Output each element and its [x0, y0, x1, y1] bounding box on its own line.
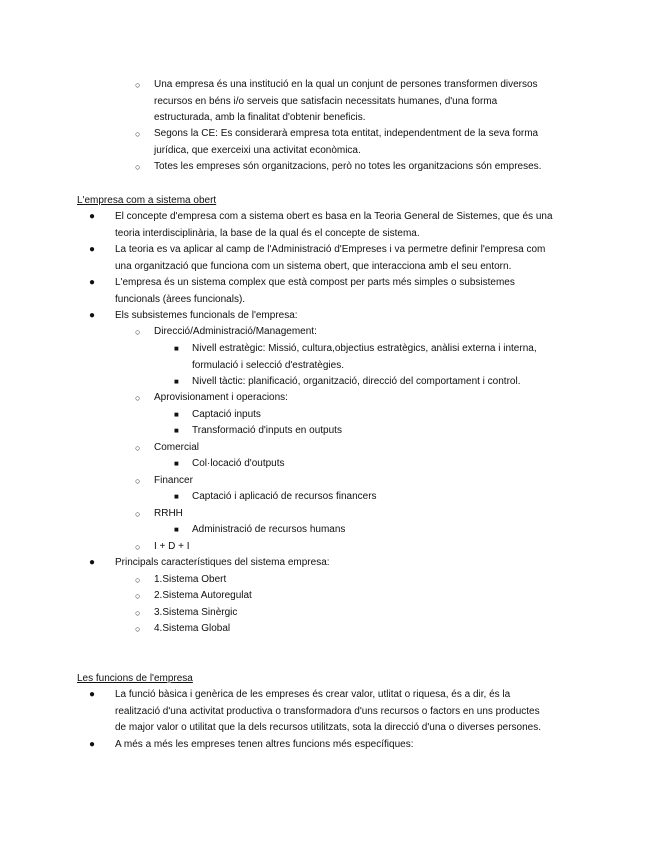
list-item-line: A més a més les empreses tenen altres funcions més específiques: — [115, 739, 414, 750]
list-item — [135, 539, 190, 556]
list-item-line: 1.Sistema Obert — [154, 574, 227, 585]
square-bullet-icon: ■ — [174, 377, 179, 386]
list-item-line: recursos en béns i/o serveis que satisfacin necessitats humanes, d'una forma — [154, 95, 498, 107]
circle-bullet-icon: ○ — [135, 575, 141, 585]
list-item-line: de major valor o utilitat que la dels recursos utilitzats, sota la direcció d'una o diverses persones. — [115, 722, 542, 733]
list-item-line: Administració de recursos humans — [192, 524, 346, 535]
list-item-line: Nivell estratègic: Missió, cultura,objectius estratègics, anàlisi externa i interna, — [192, 343, 537, 354]
list-item-line: RRHH — [154, 508, 183, 519]
list-item — [174, 522, 346, 539]
bullet-icon: ● — [89, 211, 96, 222]
section-heading: L'empresa com a sistema obert — [77, 195, 217, 206]
circle-bullet-icon: ○ — [135, 624, 141, 634]
list-item — [174, 341, 537, 374]
list-item-line: Financer — [154, 475, 193, 486]
list-item-line: realització d'una activitat productiva o transformadora d'uns recursos o factors en uns productes — [115, 705, 540, 717]
circle-bullet-icon: ○ — [135, 393, 141, 403]
list-item — [89, 209, 553, 242]
circle-bullet-icon: ○ — [135, 591, 141, 601]
list-item — [174, 456, 285, 473]
list-item-line: Una empresa és una institució en la qual un conjunt de persones transformen diversos — [154, 79, 538, 90]
list-item-line: Segons la CE: Es considerarà empresa tota entitat, independentment de la seva forma — [154, 128, 539, 139]
bullet-icon: ● — [89, 557, 96, 568]
circle-bullet-icon: ○ — [135, 608, 141, 618]
list-item — [135, 588, 252, 605]
bullet-icon: ● — [89, 244, 96, 255]
list-item — [135, 506, 183, 523]
circle-bullet-icon: ○ — [135, 443, 141, 453]
list-item-line: jurídica, que exerceixi una activitat econòmica. — [154, 144, 361, 156]
list-item — [174, 407, 261, 424]
list-item — [89, 242, 546, 275]
circle-bullet-icon: ○ — [135, 162, 141, 172]
circle-bullet-icon: ○ — [135, 509, 141, 519]
list-item — [135, 605, 238, 622]
list-item — [135, 324, 317, 341]
list-item-line: Captació inputs — [192, 409, 261, 420]
list-item — [135, 572, 227, 589]
list-item-line: Aprovisionament i operacions: — [154, 392, 288, 403]
list-item — [135, 473, 193, 490]
bullet-icon: ● — [89, 689, 96, 700]
list-item — [174, 374, 521, 391]
list-item — [135, 621, 231, 638]
list-item-line: Nivell tàctic: planificació, organització, direcció del comportament i control. — [192, 376, 521, 387]
list-item — [135, 440, 200, 457]
circle-bullet-icon: ○ — [135, 476, 141, 486]
list-item — [135, 159, 542, 176]
list-item-line: Captació i aplicació de recursos financers — [192, 491, 377, 502]
list-item-line: 2.Sistema Autoregulat — [154, 590, 252, 601]
square-bullet-icon: ■ — [174, 410, 179, 419]
square-bullet-icon: ■ — [174, 426, 179, 435]
bullet-icon: ● — [89, 277, 96, 288]
square-bullet-icon: ■ — [174, 492, 179, 501]
list-item-line: 4.Sistema Global — [154, 623, 231, 634]
list-item-line: estructurada, amb la finalitat d'obtenir beneficis. — [154, 112, 366, 123]
list-item — [174, 489, 377, 506]
square-bullet-icon: ■ — [174, 459, 179, 468]
list-item-line: La teoria es va aplicar al camp de l'Administració d'Empreses i va permetre definir l'empresa com — [115, 244, 546, 255]
list-item — [174, 423, 342, 440]
circle-bullet-icon: ○ — [135, 542, 141, 552]
list-item-line: Col·locació d'outputs — [192, 458, 285, 469]
list-item — [89, 308, 298, 325]
list-item-line: Els subsistemes funcionals de l'empresa: — [115, 310, 298, 321]
list-item-line: El concepte d'empresa com a sistema obert es basa en la Teoria General de Sistemes, que és una — [115, 211, 553, 222]
list-item — [135, 126, 539, 159]
list-item — [89, 555, 330, 572]
list-item-line: 3.Sistema Sinèrgic — [154, 607, 238, 618]
list-item-line: teoria interdisciplinària, la base de la qual és el concepte de sistema. — [115, 227, 420, 239]
list-item — [135, 390, 288, 407]
list-item-line: Direcció/Administració/Management: — [154, 326, 317, 337]
circle-bullet-icon: ○ — [135, 129, 141, 139]
list-item-line: funcionals (àrees funcionals). — [115, 293, 246, 305]
list-item-line: L'empresa és un sistema complex que està compost per parts més simples o subsistemes — [115, 277, 515, 288]
list-item-line: formulació i selecció d'estratègies. — [192, 359, 344, 371]
list-item-line: Comercial — [154, 442, 200, 453]
list-item-line: Totes les empreses són organitzacions, però no totes les organitzacions són empreses. — [154, 161, 542, 172]
bullet-icon: ● — [89, 739, 96, 750]
list-item — [89, 737, 414, 754]
square-bullet-icon: ■ — [174, 344, 179, 353]
list-item-line: una organització que funciona com un sistema obert, que interacciona amb el seu entorn. — [115, 260, 512, 272]
list-item — [89, 687, 542, 737]
square-bullet-icon: ■ — [174, 525, 179, 534]
list-item-line: Principals característiques del sistema empresa: — [115, 557, 330, 568]
bullet-icon: ● — [89, 310, 96, 321]
list-item-line: I + D + I — [154, 541, 190, 552]
list-item — [89, 275, 515, 308]
circle-bullet-icon: ○ — [135, 327, 141, 337]
circle-bullet-icon: ○ — [135, 80, 141, 90]
list-item-line: Transformació d'inputs en outputs — [192, 425, 342, 436]
list-item — [135, 77, 538, 127]
section-heading: Les funcions de l'empresa — [77, 673, 193, 684]
list-item-line: La funció bàsica i genèrica de les empreses és crear valor, utlitat o riquesa, és a dir, és la — [115, 689, 511, 700]
